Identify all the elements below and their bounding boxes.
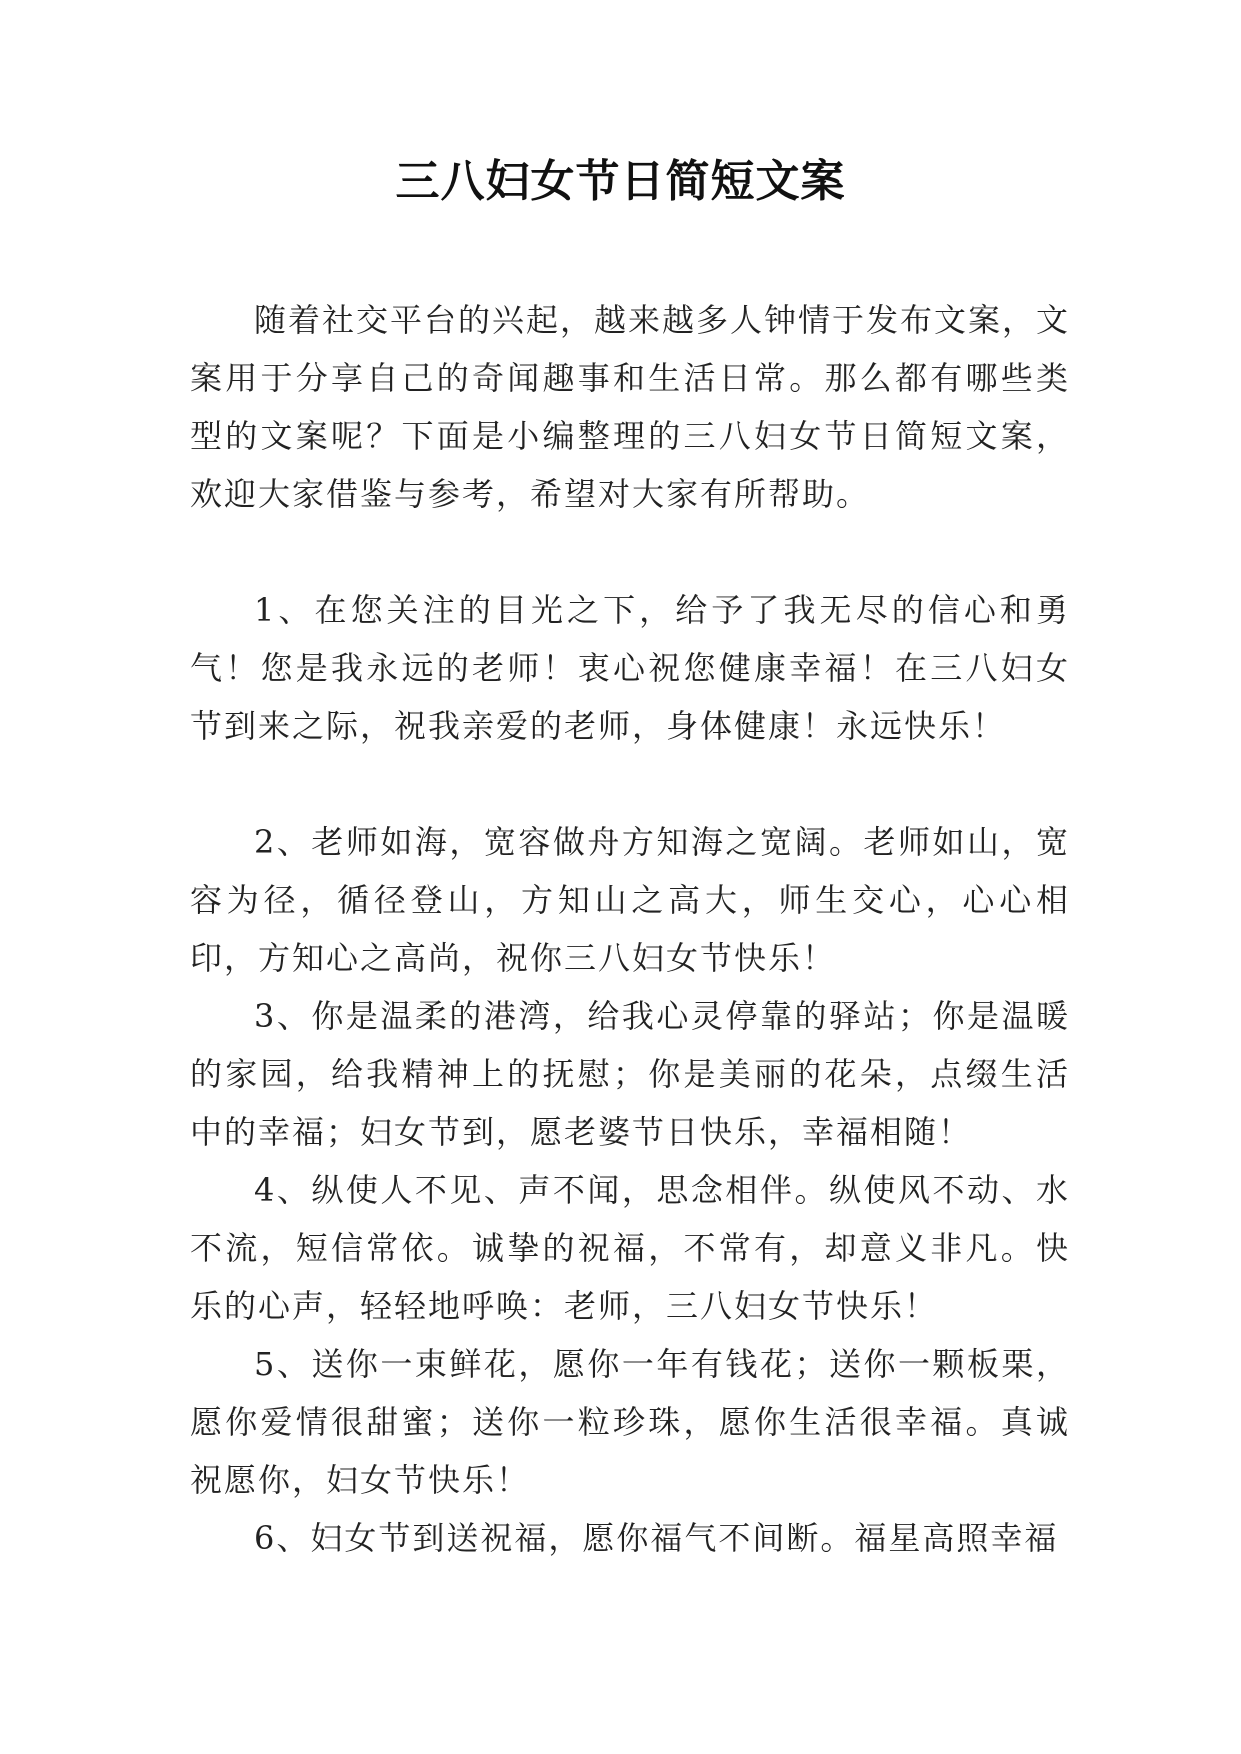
document-title: 三八妇女节日简短文案 — [395, 156, 846, 207]
wish-paragraph-4: 4、纵使人不见、声不闻，思念相伴。纵使风不动、水不流，短信常依。诚挚的祝福，不常有，却意义非凡。快乐的心声，轻轻地呼唤：老师，三八妇女节快乐！ — [190, 1171, 1070, 1325]
wish-paragraph-6: 6、妇女节到送祝福，愿你福气不间断。福星高照幸福 — [254, 1519, 1059, 1557]
wish-paragraph-3: 3、你是温柔的港湾，给我心灵停靠的驿站；你是温暖的家园，给我精神上的抚慰；你是美丽的花朵，点缀生活中的幸福；妇女节到，愿老婆节日快乐，幸福相随！ — [190, 997, 1070, 1151]
wish-paragraph-1: 1、在您关注的目光之下，给予了我无尽的信心和勇气！您是我永远的老师！衷心祝您健康幸福！在三八妇女节到来之际，祝我亲爱的老师，身体健康！永远快乐！ — [190, 591, 1070, 745]
wish-paragraph-5: 5、送你一束鲜花，愿你一年有钱花；送你一颗板栗，愿你爱情很甜蜜；送你一粒珍珠，愿你生活很幸福。真诚祝愿你，妇女节快乐！ — [190, 1345, 1070, 1499]
wish-paragraph-2: 2、老师如海，宽容做舟方知海之宽阔。老师如山，宽容为径，循径登山，方知山之高大，师生交心，心心相印，方知心之高尚，祝你三八妇女节快乐！ — [190, 823, 1070, 977]
intro-paragraph: 随着社交平台的兴起，越来越多人钟情于发布文案，文案用于分享自己的奇闻趣事和生活日常。那么都有哪些类型的文案呢？下面是小编整理的三八妇女节日简短文案，欢迎大家借鉴与参考，希望对大家有所帮助。 — [190, 301, 1071, 513]
